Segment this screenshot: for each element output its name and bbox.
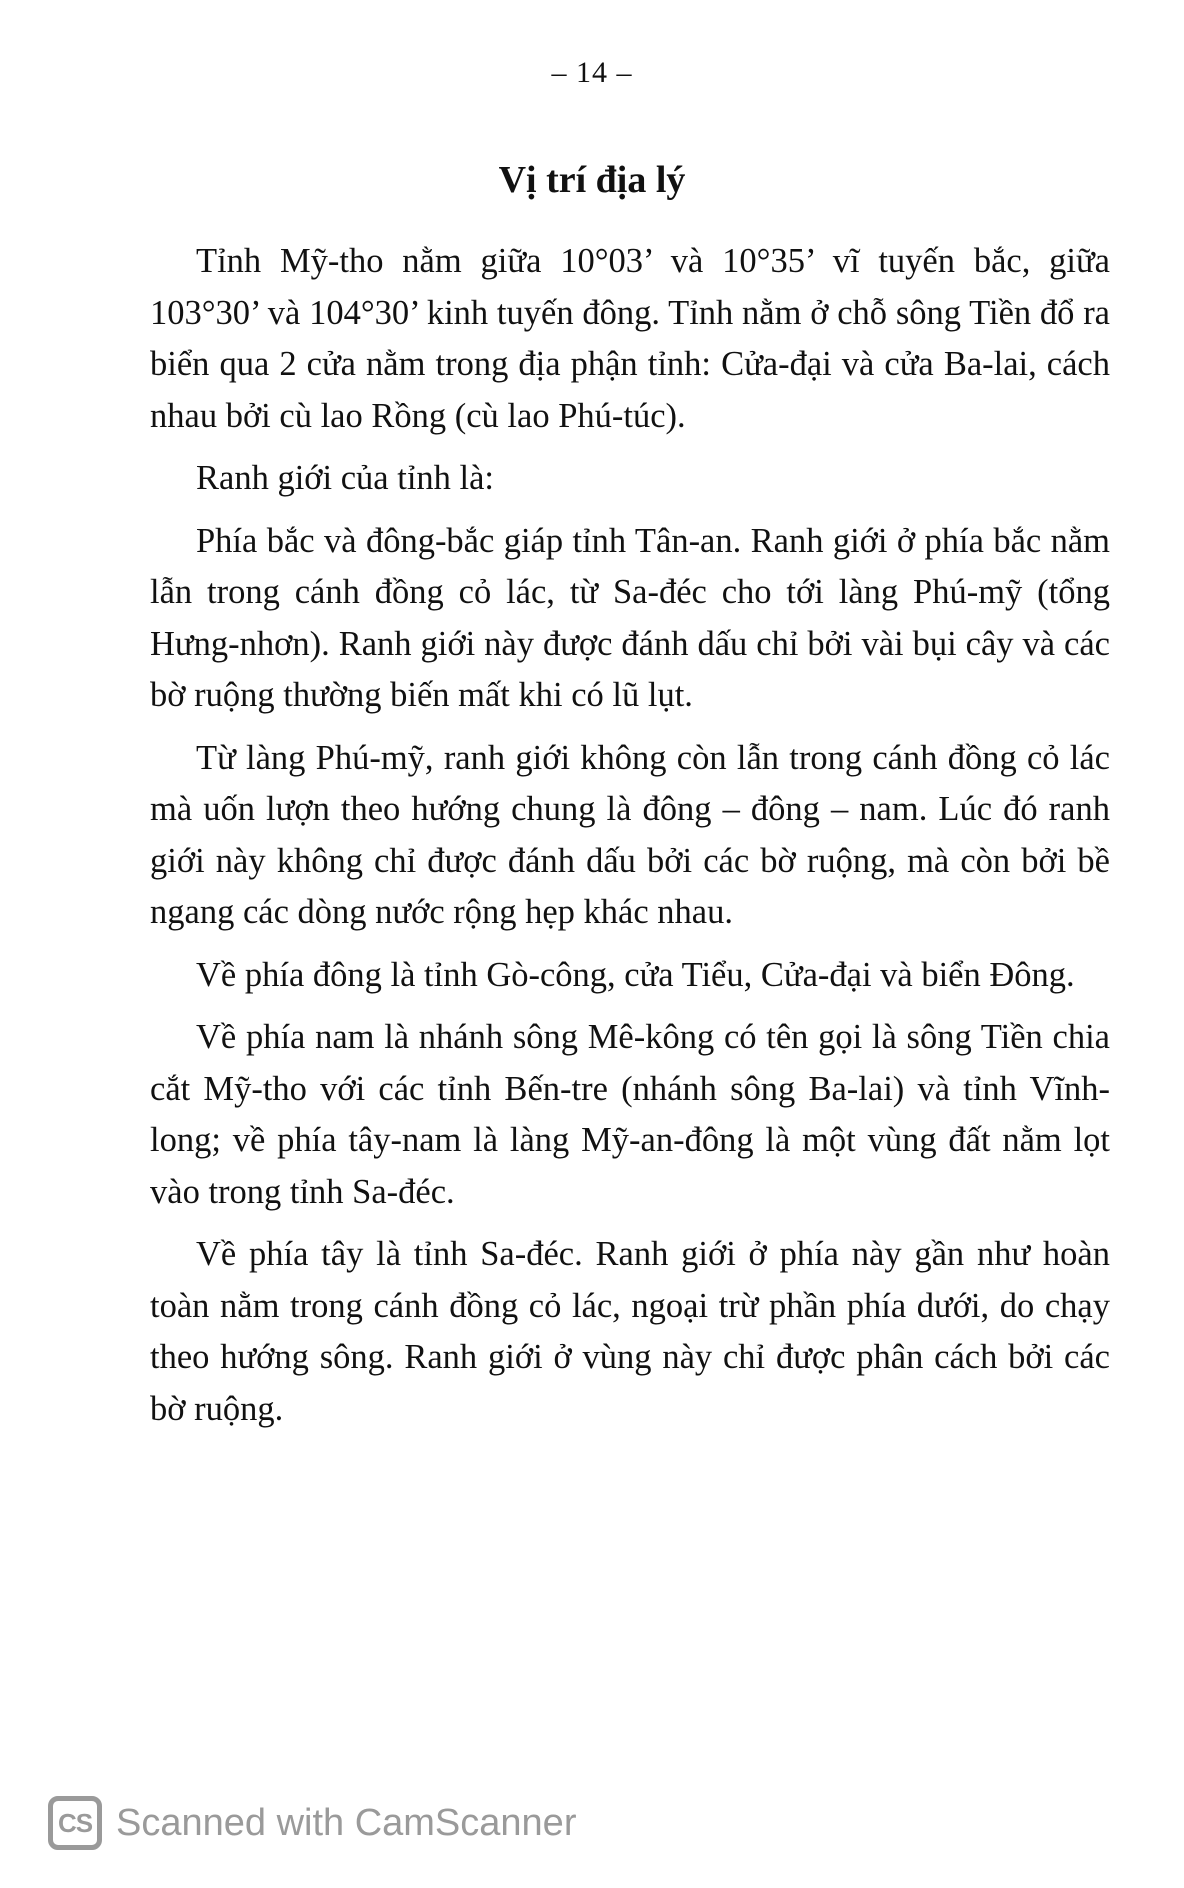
paragraph-location: Tỉnh Mỹ-tho nằm giữa 10°03’ và 10°35’ vĩ tuyến bắc, giữa 103°30’ và 104°30’ kinh tuyến đông. Tỉnh nằm ở chỗ sông Tiền đổ ra biển qua 2 cửa nằm trong địa phận tỉnh: Cửa-đại và cửa Ba-lai, cách nhau bởi cù lao Rồng (cù lao Phú-túc). xyxy=(150,242,1110,435)
body-text xyxy=(150,236,1110,1446)
watermark-text: Scanned with CamScanner xyxy=(116,1801,577,1844)
page-number: – 14 – xyxy=(551,56,633,89)
paragraph-east-boundary: Về phía đông là tỉnh Gò-công, cửa Tiểu, Cửa-đại và biển Đông. xyxy=(196,955,1075,994)
paragraph-south-boundary: Về phía nam là nhánh sông Mê-kông có tên gọi là sông Tiền chia cắt Mỹ-tho với các tỉnh Bến-tre (nhánh sông Ba-lai) và tỉnh Vĩnh-long; về phía tây-nam là làng Mỹ-an-đông là một vùng đất nằm lọt vào trong tỉnh Sa-đéc. xyxy=(150,1018,1110,1211)
paragraph-boundaries-intro: Ranh giới của tỉnh là: xyxy=(196,459,495,497)
camscanner-watermark xyxy=(48,1796,576,1850)
camscanner-logo-icon: CS xyxy=(48,1796,102,1850)
paragraph-west-boundary: Về phía tây là tỉnh Sa-đéc. Ranh giới ở phía này gần như hoàn toàn nằm trong cánh đồng cỏ lác, ngoại trừ phần phía dưới, do chạy theo hướng sông. Ranh giới ở vùng này chỉ được phân cách bởi các bờ ruộng. xyxy=(150,1235,1110,1428)
paragraph-northeast-boundary: Từ làng Phú-mỹ, ranh giới không còn lẫn trong cánh đồng cỏ lác mà uốn lượn theo hướng chung là đông – đông – nam. Lúc đó ranh giới này không chỉ được đánh dấu bởi các bờ ruộng, mà còn bởi bề ngang các dòng nước rộng hẹp khác nhau. xyxy=(150,738,1110,931)
section-title: Vị trí địa lý xyxy=(498,159,686,201)
paragraph-north-boundary: Phía bắc và đông-bắc giáp tỉnh Tân-an. Ranh giới ở phía bắc nằm lẫn trong cánh đồng cỏ lác, từ Sa-đéc cho tới làng Phú-mỹ (tổng Hưng-nhơn). Ranh giới này được đánh dấu chỉ bởi vài bụi cây và các bờ ruộng thường biến mất khi có lũ lụt. xyxy=(150,521,1110,714)
